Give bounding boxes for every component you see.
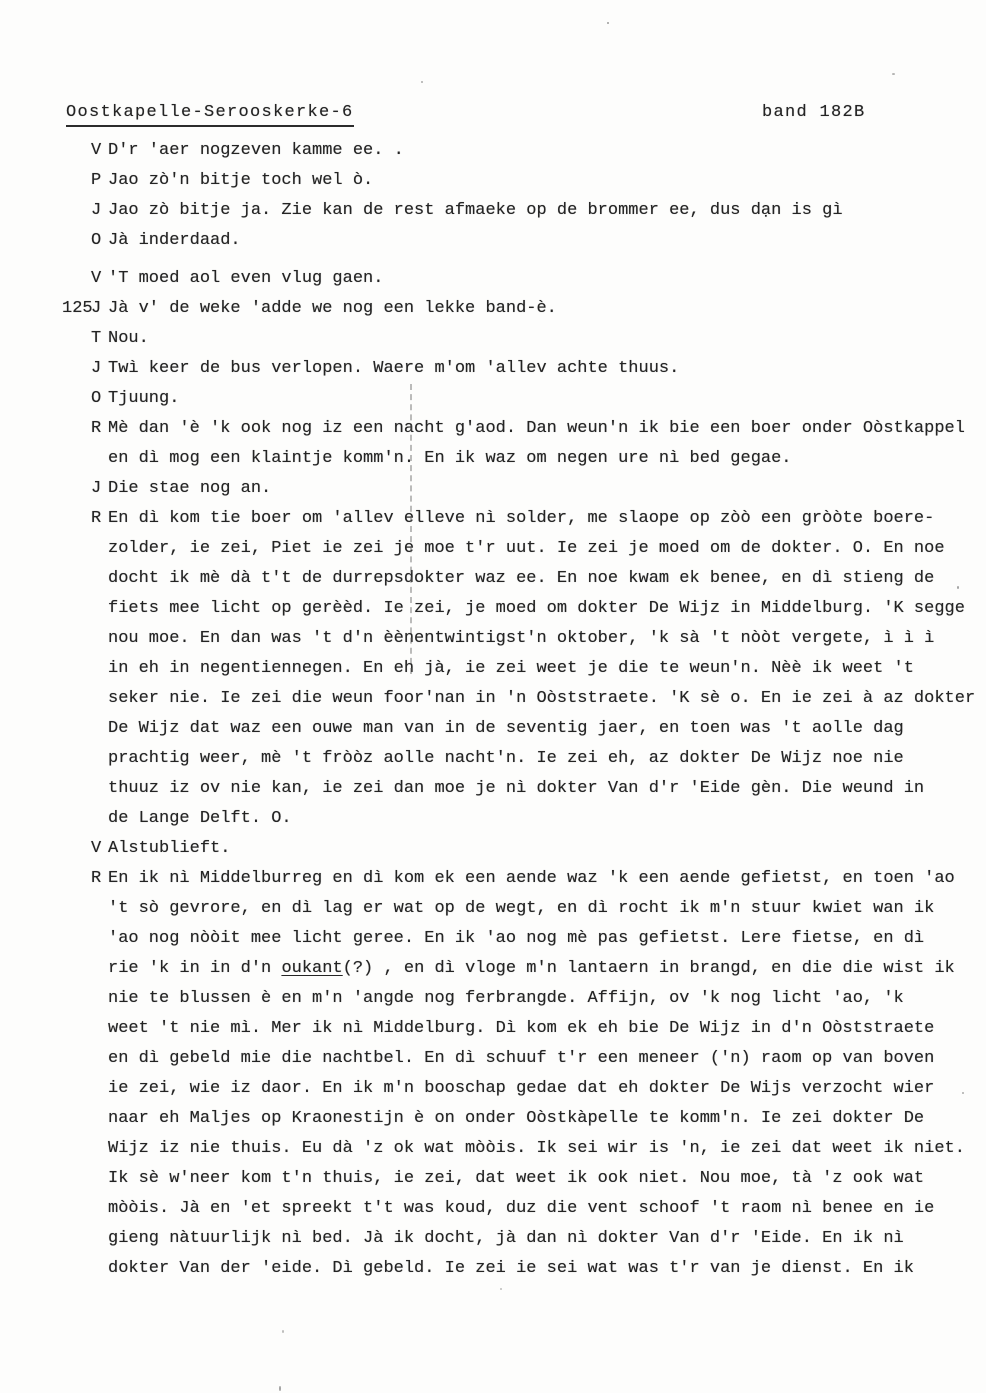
speaker-label: V — [91, 839, 102, 858]
line-number — [62, 594, 91, 624]
scan-artifact — [421, 81, 423, 83]
transcript-line — [62, 504, 975, 534]
line-text: Jà inderdaad. — [108, 231, 241, 250]
speaker-label — [91, 1134, 108, 1164]
speaker-label — [91, 984, 108, 1014]
speaker-label — [91, 594, 108, 624]
transcript-line — [62, 804, 975, 834]
speaker-label — [91, 714, 108, 744]
line-text: in eh in negentiennegen. En eh jà, ie zei weet je die te weun'n. Nèè ik weet 't — [108, 659, 914, 678]
speaker-label — [91, 624, 108, 654]
line-text: en dì mog een klaintje komm'n. En ik waz om negen ure nì bed gegae. — [108, 449, 792, 468]
speaker-label: R — [91, 869, 102, 888]
line-text: Ik sè w'neer kom t'n thuis, ie zei, dat weet ik ook niet. Nou moe, tà 'z ook wat — [108, 1169, 925, 1188]
speaker-label: J — [91, 479, 102, 498]
line-number — [62, 714, 91, 744]
speaker-label — [91, 1014, 108, 1044]
line-text: De Wijz dat waz een ouwe man van in de seventig jaer, en toen was 't aolle dag — [108, 719, 904, 738]
line-text: Tjuung. — [108, 389, 180, 408]
line-text: Die stae nog an. — [108, 479, 272, 498]
transcript-line — [62, 714, 975, 744]
line-number — [62, 954, 91, 984]
crease-mark — [410, 384, 412, 674]
line-number — [62, 226, 91, 256]
speaker-label: R — [91, 419, 102, 438]
speaker-label — [91, 1224, 108, 1254]
speaker-label: O — [91, 231, 102, 250]
speaker-label: J — [91, 359, 102, 378]
line-number — [62, 504, 91, 534]
line-text: ie zei, wie iz daor. En ik m'n booschap gedae dat eh dokter De Wijs verzocht wier — [108, 1079, 935, 1098]
speaker-label: J — [91, 299, 102, 318]
scan-artifact — [957, 586, 959, 589]
scan-artifact — [962, 1092, 964, 1094]
line-number — [62, 354, 91, 384]
line-number — [62, 264, 91, 294]
line-text: weet 't nie mì. Mer ik nì Middelburg. Dì kom ek eh bie De Wijz in d'n Oòststraete — [108, 1019, 935, 1038]
line-text: Jao zò bitje ja. Zie kan de rest afmaeke op de brommer ee, dus dạn is gì — [108, 201, 843, 220]
line-number: 125 — [62, 299, 93, 318]
scan-artifact — [279, 1386, 281, 1391]
transcript-line — [62, 166, 975, 196]
line-text: D'r 'aer nogzeven kamme ee. . — [108, 141, 404, 160]
speaker-label — [91, 1074, 108, 1104]
line-text: Jà v' de weke 'adde we nog een lekke band-è. — [108, 299, 557, 318]
speaker-label — [91, 1194, 108, 1224]
line-text: Wijz iz nie thuis. Eu dà 'z ok wat mòòis. Ik sei wir is 'n, ie zei dat weet ik niet. — [108, 1139, 965, 1158]
transcript-line — [62, 1164, 975, 1194]
line-text: rie 'k in in d'n oukant(?) , en dì vloge m'n lantaern in brangd, en die die wist ik — [108, 959, 955, 978]
line-text: 't sò gevrore, en dì lag er wat op de wegt, en dì rocht ik m'n stuur kwiet wan ik — [108, 899, 935, 918]
line-number — [62, 1134, 91, 1164]
transcript-line — [62, 534, 975, 564]
transcript — [62, 136, 975, 1284]
speaker-label: V — [91, 141, 102, 160]
speaker-label — [91, 924, 108, 954]
transcript-line — [62, 954, 975, 984]
speaker-label — [91, 684, 108, 714]
speaker-label — [91, 954, 108, 984]
line-number — [62, 1194, 91, 1224]
transcript-line — [62, 136, 975, 166]
page-title: Oostkapelle-Serooskerke-6 — [66, 103, 354, 127]
line-text: Mè dan 'è 'k ook nog iz een nacht g'aod. Dan weun'n ik bie een boer onder Oòstkappel — [108, 419, 965, 438]
line-text: Alstublieft. — [108, 839, 231, 858]
line-number — [62, 1074, 91, 1104]
line-number — [62, 1164, 91, 1194]
line-text: En ik nì Middelburreg en dì kom ek een aende waz 'k een aende gefietst, en toen 'ao — [108, 869, 955, 888]
transcript-line — [62, 196, 975, 226]
transcript-line — [62, 414, 975, 444]
transcript-line — [62, 1194, 975, 1224]
scan-artifact — [282, 1330, 284, 1333]
speaker-label — [91, 654, 108, 684]
line-number — [62, 444, 91, 474]
speaker-label — [91, 534, 108, 564]
line-number — [62, 624, 91, 654]
line-text: thuuz iz ov nie kan, ie zei dan moe je nì dokter Van d'r 'Eide gèn. Die weund in — [108, 779, 925, 798]
speaker-label — [91, 1164, 108, 1194]
transcript-line — [62, 624, 975, 654]
speaker-label — [91, 564, 108, 594]
line-text: en dì gebeld mie die nachtbel. En dì schuuf t'r een meneer ('n) raom op van boven — [108, 1049, 935, 1068]
speaker-label — [91, 1104, 108, 1134]
transcript-line — [62, 654, 975, 684]
line-number — [62, 1224, 91, 1254]
line-number — [62, 654, 91, 684]
speaker-label — [91, 774, 108, 804]
line-text: seker nie. Ie zei die weun foor'nan in 'n Oòststraete. 'K sè o. En ie zei à az dokter — [108, 689, 976, 708]
line-number — [62, 384, 91, 414]
line-number — [62, 804, 91, 834]
speaker-label — [91, 894, 108, 924]
transcript-line — [62, 384, 975, 414]
line-text: docht ik mè dà t't de durrepsdokter waz ee. En noe kwam ek benee, en dì stieng de — [108, 569, 935, 588]
transcript-line — [62, 1074, 975, 1104]
line-number — [62, 834, 91, 864]
transcript-line — [62, 1224, 975, 1254]
line-text: nou moe. En dan was 't d'n èènentwintigst'n oktober, 'k sà 't nòòt vergete, ì ì ì — [108, 629, 935, 648]
line-number — [62, 196, 91, 226]
line-number — [62, 166, 91, 196]
line-number — [62, 414, 91, 444]
line-text: 'T moed aol even vlug gaen. — [108, 269, 384, 288]
line-number — [62, 324, 91, 354]
line-text: En dì kom tie boer om 'allev elleve nì solder, me slaope op zòò een gròòte boere- — [108, 509, 935, 528]
line-number — [62, 924, 91, 954]
transcript-line — [62, 354, 975, 384]
speaker-label: J — [91, 201, 102, 220]
line-number — [62, 564, 91, 594]
line-text: de Lange Delft. O. — [108, 809, 292, 828]
scan-artifact — [500, 1288, 502, 1290]
speaker-label: O — [91, 389, 102, 408]
transcript-line — [62, 294, 975, 324]
transcript-line — [62, 1134, 975, 1164]
speaker-label: P — [91, 171, 102, 190]
transcript-line — [62, 444, 975, 474]
transcript-line — [62, 684, 975, 714]
transcript-line — [62, 864, 975, 894]
transcript-line — [62, 984, 975, 1014]
underlined-word: oukant — [281, 959, 343, 978]
transcript-line — [62, 594, 975, 624]
line-number — [62, 1254, 91, 1284]
transcript-line — [62, 1254, 975, 1284]
transcript-line — [62, 1014, 975, 1044]
line-number — [62, 474, 91, 504]
line-number — [62, 894, 91, 924]
band-label: band 182B — [762, 103, 866, 122]
line-number — [62, 136, 91, 166]
line-number — [62, 984, 91, 1014]
line-number — [62, 774, 91, 804]
line-text: prachtig weer, mè 't fròòz aolle nacht'n. Ie zei eh, az dokter De Wijz noe nie — [108, 749, 904, 768]
transcript-line — [62, 264, 975, 294]
transcript-line — [62, 774, 975, 804]
transcript-line — [62, 834, 975, 864]
line-text: gieng nàtuurlijk nì bed. Jà ik docht, jà dan nì dokter Van d'r 'Eide. En ik nì — [108, 1229, 904, 1248]
line-text: mòòis. Jà en 'et spreekt t't was koud, duz die vent schoof 't raom nì benee en ie — [108, 1199, 935, 1218]
line-number — [62, 1104, 91, 1134]
line-text: dokter Van der 'eide. Dì gebeld. Ie zei ie sei wat was t'r van je dienst. En ik — [108, 1259, 914, 1278]
speaker-label — [91, 744, 108, 774]
line-text: Twì keer de bus verlopen. Waere m'om 'allev achte thuus. — [108, 359, 680, 378]
line-number — [62, 744, 91, 774]
scan-artifact — [892, 73, 895, 75]
speaker-label — [91, 804, 108, 834]
scan-artifact — [607, 22, 609, 24]
transcript-line — [62, 474, 975, 504]
line-text: Nou. — [108, 329, 149, 348]
transcript-line — [62, 324, 975, 354]
line-number — [62, 1014, 91, 1044]
transcript-line — [62, 924, 975, 954]
speaker-label — [91, 1254, 108, 1284]
line-number — [62, 684, 91, 714]
transcript-line — [62, 226, 975, 256]
transcript-line — [62, 1044, 975, 1074]
line-text: zolder, ie zei, Piet ie zei je moe t'r uut. Ie zei je moed om de dokter. O. En noe — [108, 539, 945, 558]
speaker-label: T — [91, 329, 102, 348]
line-text: 'ao nog nòòit mee licht geree. En ik 'ao nog mè pas gefietst. Lere fietse, en dì — [108, 929, 925, 948]
transcript-line — [62, 1104, 975, 1134]
speaker-label — [91, 444, 108, 474]
speaker-label — [91, 1044, 108, 1074]
line-text: fiets mee licht op gerèèd. Ie zei, je moed om dokter De Wijz in Middelburg. 'K segge — [108, 599, 965, 618]
line-number — [62, 534, 91, 564]
line-number — [62, 864, 91, 894]
transcript-line — [62, 744, 975, 774]
speaker-label: R — [91, 509, 102, 528]
transcript-line — [62, 894, 975, 924]
transcript-line — [62, 564, 975, 594]
speaker-label: V — [91, 269, 102, 288]
line-text: Jao zò'n bitje toch wel ò. — [108, 171, 374, 190]
line-text: naar eh Maljes op Kraonestijn è on onder Oòstkàpelle te komm'n. Ie zei dokter De — [108, 1109, 925, 1128]
line-text: nie te blussen è en m'n 'angde nog ferbrangde. Affijn, ov 'k nog licht 'ao, 'k — [108, 989, 904, 1008]
line-number — [62, 1044, 91, 1074]
